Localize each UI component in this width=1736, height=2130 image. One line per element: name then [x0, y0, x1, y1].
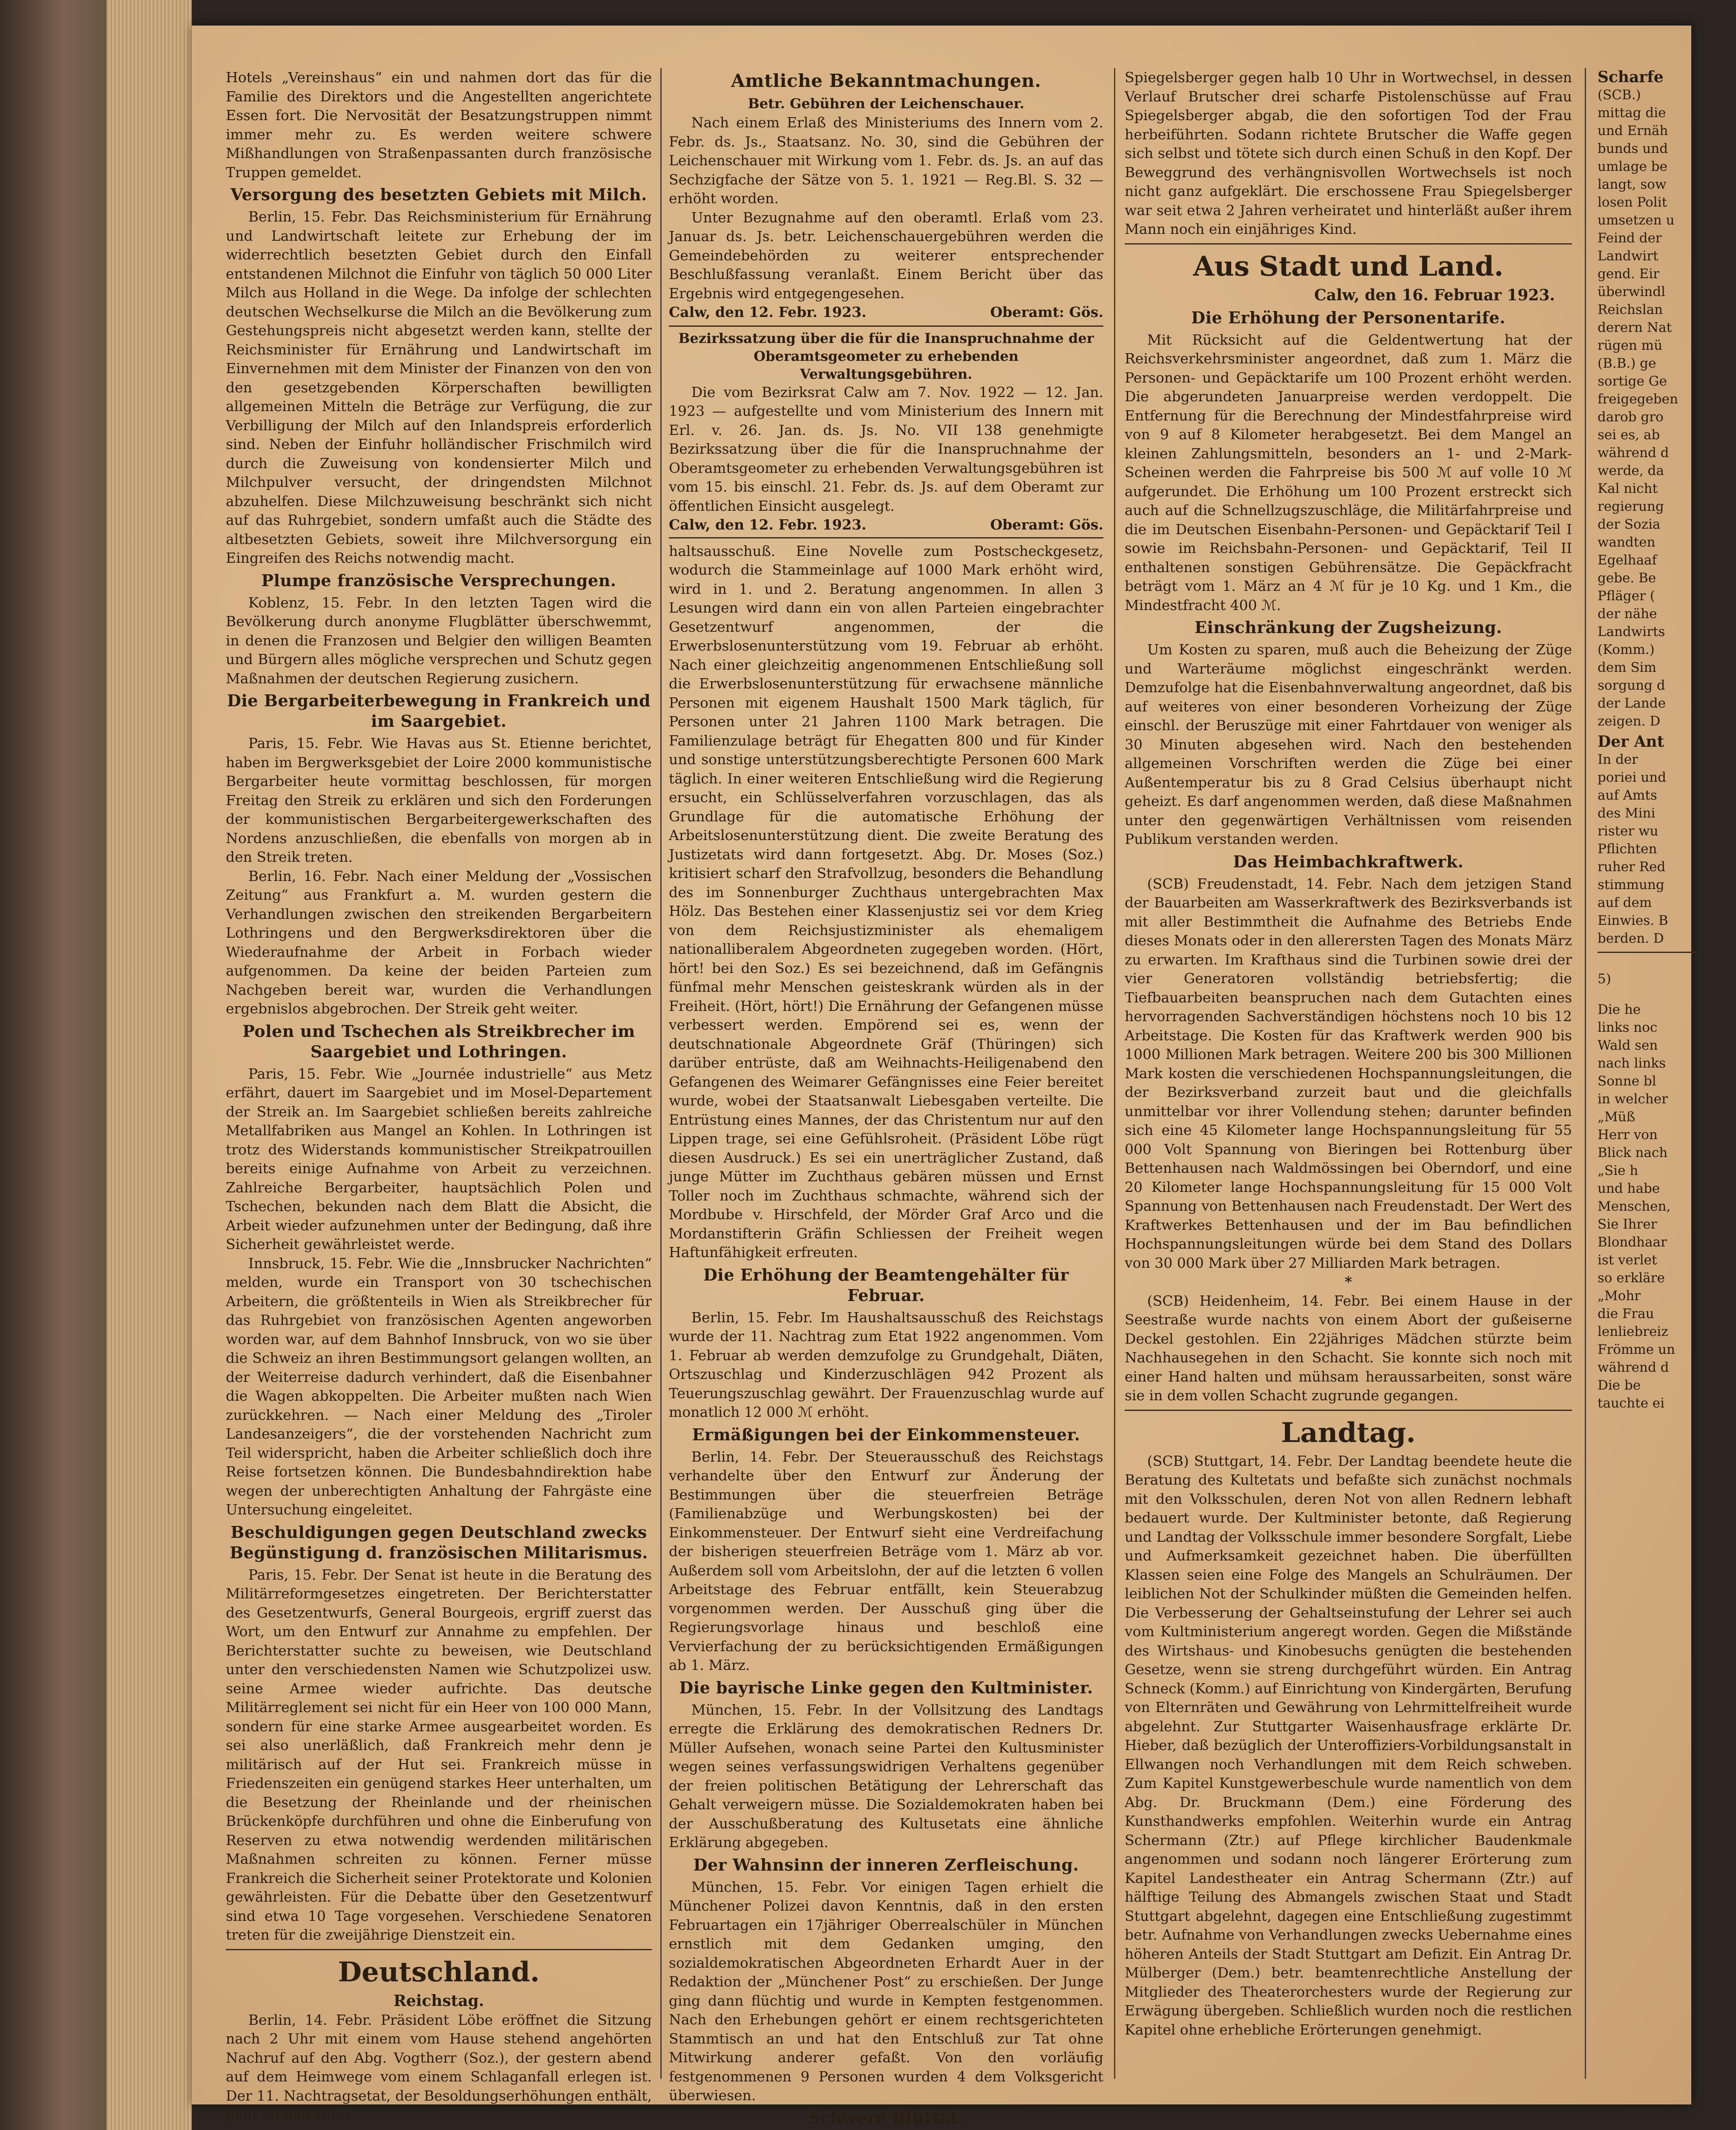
text-line: sei es, ab — [1598, 427, 1660, 443]
article-text: Um Kosten zu sparen, muß auch die Beheizung der Züge und Warteräume möglichst eingeschränkt werden. Demzufolge hat die Eisenbahnverwaltung angeordnet, daß bis auf weiteres von einer besonderen Vorheizung der Züge einschl. der Beruszüge mit einer Fahrtdauer von weniger als 30 Minuten abgesehen wird. Nach den bestehenden allgemeinen Vorschriften werden die Züge bei einer Außentemperatur bis zu 8 Grad Celsius überhaupt nicht geheizt. Es darf angenommen werden, daß diese Maßnahmen unter den gegenwärtigen Verhältnissen vom reisenden Publikum verstanden werden. — [1125, 641, 1572, 847]
text-line: lenliebreiz — [1598, 1324, 1668, 1339]
text-line: die Frau — [1598, 1306, 1654, 1321]
article-text: Koblenz, 15. Febr. In den letzten Tagen wird die Bevölkerung durch anonyme Flugblätter überschwemmt, in denen die Franzosen und Belgier den willigen Beamten und Bürgern alles mögliche versprechen und Schutz gegen Maßnahmen der deutschen Regierung zusichern. — [226, 594, 652, 687]
line-group — [1598, 751, 1696, 947]
section-title: Deutschland. — [338, 1956, 540, 1988]
text-line: in welcher — [1598, 1091, 1668, 1107]
notice-text: Die vom Bezirksrat Calw am 7. Nov. 1922 — 12. Jan. 1923 — aufgestellte und vom Ministerium des Innern mit Erl. v. 26. Jan. ds. Js. No. VII 138 genehmigte Bezirkssatzung über die für die Inanspruchnahme der Oberamtsgeometer zu erhebenden Verwaltungsgebühren ist vom 15. bis einschl. 21. Febr. ds. Js. auf dem Oberamt zur öffentlichen Einsicht ausgelegt. — [669, 383, 1103, 514]
text-line: rügen mü — [1598, 338, 1663, 353]
text-line: Frömme un — [1598, 1342, 1675, 1357]
text-line: Herr von — [1598, 1127, 1658, 1143]
text-line: auf Amts — [1598, 788, 1657, 803]
section-title: Landtag. — [1281, 1416, 1416, 1449]
column-4-partial — [1598, 68, 1696, 2104]
text-line: derern Nat — [1598, 320, 1672, 335]
text-line: gebe. Be — [1598, 570, 1656, 586]
article-text: (SCB) Freudenstadt, 14. Febr. Nach dem jetzigen Stand der Bauarbeiten am Wasserkraftwerk des Bezirksverbands ist mit aller Bestimmtheit die Aufnahme des Betriebs Ende dieses Monats oder in den allerersten Tagen des Monats März zu erwarten. Im Krafthaus sind die Turbinen sowie drei der vier Generatoren vollständig betriebsfertig; die Tiefbauarbeiten beanspruchen nach dem Gutachten eines hervorragenden Sachverständigen höchstens noch 10 bis 12 Arbeitstage. Die Kosten für das Kraftwerk werden 900 bis 1000 Millionen Mark betragen. Weitere 200 bis 300 Millionen Mark kosten die verschiedenen Hochspannungsleitungen, die der Bezirksverband zurzeit baut und die gleichfalls unmittelbar vor ihrer Vollendung stehen; darunter befinden sich eine 45 Kilometer lange Hochspannungsleitung für 55 000 Volt Spannung von Bieringen bei Rottenburg über Bettenhausen nach Waldmössingen bei Oberndorf, und eine 20 Kilometer lange Hochspannungsleitung für 15 000 Volt Spannung von Bettenhausen nach Freudenstadt. Der Wert des Kraftwerkes Bettenhausen und der im Bau befindlichen Hochspannungsleitungen würde bei dem Stand des Dollars von 30 000 Mark über 27 Milliarden Mark betragen. — [1125, 875, 1572, 1271]
article-headline: Scharfe — [1598, 68, 1664, 86]
notice-box — [669, 325, 1103, 538]
article-headline: Die Erhöhung der Beamtengehälter für Februar. — [703, 1265, 1069, 1305]
text-line: Feind der — [1598, 230, 1662, 246]
text-line: berden. D — [1598, 931, 1664, 946]
article-text: München, 15. Febr. Vor einigen Tagen erhielt die Münchener Polizei davon Kenntnis, daß in den ersten Februartagen ein 17jähriger Oberrealschüler in München ernstlich mit dem Gedanken umging, den sozialdemokratischen Abgeordneten Erhardt Auer in der Redaktion der „Münchener Post“ zu erschießen. Der Junge ging dann flüchtig und wurde in Kempten festgenommen. Nach den Erhebungen gehört er einem rechtsgerichteten Stammtisch an und hat den Entschluß zur Tat ohne Mitwirkung anderer gefaßt. Von den vorläufig festgenommenen 9 Personen wurden 4 dem Volksgericht überwiesen. — [669, 1878, 1103, 2104]
text-line: sortige Ge — [1598, 374, 1667, 389]
text-line: „Müß — [1598, 1109, 1635, 1125]
column-3 — [1125, 68, 1572, 2104]
text-line: Sonne bl — [1598, 1074, 1656, 1089]
text-line: so erkläre — [1598, 1270, 1665, 1286]
section-title: Amtliche Bekanntmachungen. — [731, 70, 1041, 91]
text-line: losen Polit — [1598, 195, 1667, 210]
line-group — [1598, 1001, 1696, 1412]
text-line: umsetzen u — [1598, 213, 1675, 228]
line-group — [1598, 86, 1696, 730]
text-line: ruher Red — [1598, 859, 1666, 875]
notice-subtitle: Betr. Gebühren der Leichenschauer. — [748, 95, 1025, 112]
notice-text: Unter Bezugnahme auf den oberamtl. Erlaß vom 23. Januar ds. Js. betr. Leichenschauergebühren werden die Gemeindebehörden zu weiterer entsprechender Beschlußfassung veranlaßt. Einem Bericht über das Ergebnis wird entgegengesehen. — [669, 209, 1103, 302]
text-line: Landwirt — [1598, 248, 1658, 264]
text-line: „Mohr — [1598, 1288, 1641, 1304]
column-rule — [660, 68, 662, 2079]
section-subtitle: Reichstag. — [393, 1992, 484, 2010]
text-line: regierung — [1598, 499, 1664, 514]
article-text: Berlin, 15. Febr. Das Reichsministerium für Ernährung und Landwirtschaft leitete zur Erhebung der im widerrechtlich besetzten Gebiet durch den Einfall entstandenen Milchnot die Einfuhr von täglich 50 000 Liter Milch aus Holland in die Wege. Da infolge der schlechten deutschen Wechselkurse die Milch an die Bevölkerung zum Gestehungspreis nicht abgesetzt werden kann, stellte der Reichsminister für Ernährung und Landwirtschaft im Einvernehmen mit dem Minister der Finanzen von den von den gesetzgebenden Körperschaften bewilligten allgemeinen Mitteln die Beträge zur Verfügung, die zur Verbilligung der Milch auf den Inlandspreis erforderlich sind. Neben der Einfuhr holländischer Frischmilch wird durch die Zuweisung von kondensierter Milch und Milchpulver versucht, der dringendsten Milchnot abzuhelfen. Diese Milchzuweisung beschränkt sich nicht auf das Ruhrgebiet, sondern umfaßt auch die Städte des altbesetzten Gebiets, soweit ihre Milchversorgung ein Eingreifen des Reichs notwendig macht. — [226, 208, 652, 566]
text-line: (B.B.) ge — [1598, 356, 1656, 371]
article-text: haltsausschuß. Eine Novelle zum Postscheckgesetz, wodurch die Stammeinlage auf 1000 Mark erhöht wird, wird in 1. und 2. Beratung angenommen. In allen 3 Lesungen wird dann ein von allen Parteien eingebrachter Gesetzentwurf angenommen, der die Erwerbslosenunterstützung vom 19. Februar ab erhöht. Nach einer gleichzeitig angenommenen Entschließung soll die Erwerbslosenunterstützung für erwachsene männliche Personen mit eigenem Haushalt 1500 Mark täglich, für Personen unter 21 Jahren 1100 Mark betragen. Die Familienzulage beträgt für Ehegatten 800 und für Kinder und sonstige unterstützungsberechtigte Personen 600 Mark täglich. In einer weiteren Entschließung wird die Regierung ersucht, ein Schlüsselverfahren vorzuschlagen, das als Grundlage für die automatische Erhöhung der Arbeitslosenunterstützung dient. Die zweite Beratung des Justizetats wird dann fortgesetzt. Abg. Dr. Moses (Soz.) kritisiert scharf den Strafvollzug, besonders die Behandlung des im Sonnenburger Zuchthaus untergebrachten Max Hölz. Das Bestehen einer Klassenjustiz sei vor dem Krieg von dem Reichsjustizminister als ehemaligem nationalliberalem Abgeordneten zugegeben worden. (Hört, hört! bei den Soz.) Es sei bezeichnend, daß im Gefängnis fünfmal mehr Menschen geisteskrank würden als in der Freiheit. (Hört, hört!) Die Ernährung der Gefangenen müsse verbessert werden. Empörend sei es, wenn der deutschnationale Abgeordnete Gräf (Thüringen) sich darüber entrüste, daß am Weihnachts-Heiligenabend den Gefangenen des Weimarer Gefängnisses eine Feier bereitet wurde, wobei der Staatsanwalt Liebesgaben verteilte. Die Entrüstung eines Mannes, der das Christentum nur auf den Lippen trage, sei eine Gefühlsroheit. (Präsident Löbe rügt diesen Ausdruck.) Es sei ein unerträglicher Zustand, daß junge Mütter im Zuchthaus gebären müssen und Ernst Toller noch im Zuchthaus schmachte, während sich der Mordbube v. Hirschfeld, der Mörder Graf Arco und die Mordanstifterin Gräfin Schliessen der Freiheit wegen Haftunfähigkeit erfreuten. — [669, 542, 1103, 1261]
article-headline: Die Erhöhung der Personentarife. — [1191, 308, 1506, 327]
text-line: langt, sow — [1598, 177, 1667, 192]
text-line: der Lande — [1598, 696, 1666, 711]
text-line: tauchte ei — [1598, 1396, 1665, 1411]
text-line: rister wu — [1598, 823, 1658, 839]
text-line: nach links — [1598, 1056, 1666, 1071]
text-line: Menschen, — [1598, 1199, 1671, 1214]
article-text: Hotels „Vereinshaus“ ein und nahmen dort das für die Familie des Direktors und die Angestellten angerichtete Essen fort. Die Nervosität der Besatzungstruppen nimmt immer mehr zu. Es werden weitere schwere Mißhandlungen von Straßenpassanten durch französische Truppen gemeldet. — [226, 69, 652, 181]
article-text: Paris, 15. Febr. Wie „Journée industrielle“ aus Metz erfährt, dauert im Saargebiet und im Mosel-Departement der Streik an. Im Saargebiet schließen bereits zahlreiche Metallfabriken aus Mangel an Kohlen. In Lothringen ist trotz des Widerstands kommunistischer Streikpatrouillen bereits einige Aufnahme von Arbeit zu verzeichnen. Zahlreiche Bergarbeiter, hauptsächlich Polen und Tschechen, bekunden nach dem Blatt die Absicht, die Arbeit wieder aufzunehmen unter der Bedingung, daß ihre Sicherheit gewährleistet werde. — [226, 1065, 652, 1252]
text-line: stimmung — [1598, 877, 1664, 892]
text-line: darob gro — [1598, 409, 1664, 425]
notice-text: Nach einem Erlaß des Ministeriums des Innern vom 2. Febr. ds. Js., Staatsanz. No. 30, sind die Gebühren der Leichenschauer mit Wirkung vom 1. Febr. ds. Js. an auf das Sechzigfache der Sätze von 5. 1. 1921 — Reg.Bl. S. 32 — erhöht worden. — [669, 114, 1103, 207]
article-text: Paris, 15. Febr. Wie Havas aus St. Etienne berichtet, haben im Bergwerksgebiet der Loire 2000 kommunistische Bergarbeiter heute vormittag beschlossen, für morgen Freitag den Streik zu erklären und sich den Forderungen der kommunistischen Bergarbeitergewerkschaften des Nordens anzuschließen, die ebenfalls von morgen ab in den Streik treten. — [226, 735, 652, 865]
text-line: (Komm.) — [1598, 642, 1655, 657]
text-line: links noc — [1598, 1020, 1658, 1035]
article-text: Spiegelsberger gegen halb 10 Uhr in Wortwechsel, in dessen Verlauf Brutscher drei scharfe Pistolenschüsse auf Frau Spiegelsberger abgab, die den sofortigen Tod der Frau herbeiführten. Sodann richtete Brutscher die Waffe gegen sich selbst und tötete sich durch einen Schuß in den Kopf. Der Beweggrund des verhängnisvollen Wortwechsels ist noch nicht ganz aufgeklärt. Die erschossene Frau Spiegelsberger war seit etwa 2 Jahren verheiratet und hinterläßt außer ihrem Mann noch ein einjähriges Kind. — [1125, 69, 1572, 237]
text-line: In der — [1598, 752, 1638, 767]
article-headline: Die bayrische Linke gegen den Kultminister. — [679, 1678, 1093, 1697]
text-line: Blondhaar — [1598, 1235, 1667, 1250]
text-line: (SCB.) — [1598, 87, 1641, 103]
text-line: Pfläger ( — [1598, 588, 1655, 604]
article-text: Berlin, 16. Febr. Nach einer Meldung der „Vossischen Zeitung“ aus Frankfurt a. M. wurden gestern die Verhandlungen zwischen den streikenden Bergarbeitern Lothringens und den Bergwerksdirektoren über die Wiederaufnahme der Arbeit in Forbach wieder aufgenommen. Da keine der beiden Parteien zum Nachgeben bereit war, wurden die Verhandlungen ergebnislos abgebrochen. Der Streik geht weiter. — [226, 867, 652, 1017]
article-headline: Das Heimbachkraftwerk. — [1233, 852, 1464, 871]
notice-subtitle: Bezirkssatzung über die für die Inanspruchnahme der Oberamtsgeometer zu erhebenden Verwaltungsgebühren. — [678, 330, 1094, 382]
text-line: mittag die — [1598, 105, 1666, 121]
column-2 — [669, 68, 1103, 2127]
text-line: Sie Ihrer — [1598, 1217, 1657, 1232]
text-line: Einwies. B — [1598, 913, 1668, 928]
text-line: Die he — [1598, 1002, 1641, 1017]
column-rule — [1114, 68, 1115, 2079]
text-line: Blick nach — [1598, 1145, 1668, 1160]
article-text: Innsbruck, 15. Febr. Wie die „Innsbrucker Nachrichten“ melden, wurde ein Transport von 30 tschechischen Arbeitern, die größtenteils in Wien als Streikbrecher für das Ruhrgebiet von französischen Agenten angeworben worden war, auf dem Bahnhof Innsbruck, von wo sie über die Schweiz an ihren Bestimmungsort gelangen wollten, an der Weiterreise dadurch verhindert, daß die Eisenbahner die Wagen abkoppelten. Die Arbeiter mußten nach Wien zurückkehren. — Nach einer Meldung des „Tiroler Landesanzeigers“, die der vorstehenden Nachricht zum Teil widerspricht, haben die Arbeiter schließlich doch ihre Reise fortsetzen können. Die Bundesbahndirektion habe wegen der unberechtigten Anhaltung der Fahrgäste eine Untersuchung eingeleitet. — [226, 1255, 652, 1518]
text-line: Die be — [1598, 1378, 1641, 1393]
text-line: überwindl — [1598, 284, 1666, 299]
text-line: ist verlet — [1598, 1252, 1657, 1268]
text-line: des Mini — [1598, 806, 1655, 821]
article-headline: Versorgung des besetzten Gebiets mit Milch. — [230, 185, 647, 204]
text-line: dem Sim — [1598, 660, 1656, 675]
text-line: wandten — [1598, 535, 1655, 550]
article-headline: Schwere Bluttat. — [808, 2108, 964, 2127]
text-line: „Sie h — [1598, 1163, 1638, 1178]
section-divider — [226, 1949, 652, 1950]
article-text: Berlin, 14. Febr. Der Steuerausschuß des Reichstags verhandelte über den Entwurf zur Änderung der Bestimmungen über die steuerfreien Beträge (Familienabzüge und Werbungskosten) bei der Einkommensteuer. Der Entwurf sieht eine Verdreifachung der bisherigen steuerfreien Beträge vom 1. März ab vor. Außerdem soll vom Arbeitslohn, der auf die letzten 6 vollen Arbeitstage des Februar entfällt, kein Steuerabzug vorgenommen werden. Der Ausschuß ging über die Regierungsvorlage hinaus und beschloß eine Vervierfachung der zu berücksichtigenden Ermäßigungen ab 1. März. — [669, 1448, 1103, 1673]
text-line: der Sozia — [1598, 517, 1661, 532]
text-line: Pflichten — [1598, 841, 1657, 857]
notice-signature — [669, 303, 1103, 322]
text-line: auf dem — [1598, 895, 1652, 910]
section-divider — [1598, 952, 1696, 953]
text-line: während d — [1598, 445, 1669, 461]
text-line: gend. Eir — [1598, 266, 1660, 282]
text-line: und Ernäh — [1598, 123, 1668, 138]
article-text: (SCB) Heidenheim, 14. Febr. Bei einem Hause in der Seestraße wurde nachts von einem Abort der gußeiserne Deckel gestohlen. Ein 22jähriges Mädchen stürzte beim Nachhausegehen in den Schacht. Sie konnte sich noch mit einer Hand halten und mühsam heraussarbeiten, sonst wäre sie in dem vollen Schacht zugrunde gegangen. — [1125, 1292, 1572, 1404]
article-text: Paris, 15. Febr. Der Senat ist heute in die Beratung des Militärreformgesetzes eingetreten. Der Berichterstatter des Gesetzentwurfs, General Bourgeois, ergriff zuerst das Wort, um den Entwurf zur Annahme zu empfehlen. Der Berichterstatter suchte zu beweisen, wie Deutschland unter den verschiedensten Namen wie Schutzpolizei usw. seine Armee wieder aufrichte. Das deutsche Militärreglement sei nicht für ein Heer von 100 000 Mann, sondern für eine starke Armee ausgearbeitet worden. Es sei also unerläßlich, daß Frankreich mehr denn je militärisch auf der Hut sei. Frankreich müsse in Friedenszeiten ein genügend starkes Heer unterhalten, um die Besetzung der Rheinlande und der rheinischen Brückenköpfe durchführen und ohne die Einberufung von Reserven zu etwa notwendig werdenden militärischen Maßnahmen schreiten zu können. Ferner müsse Frankreich die Sicherheit seiner Protektorate und Kolonien gewährleisten. Für die Debatte über den Gesetzentwurf sind etwa 10 Tage vorgesehen. Verschiedene Senatoren treten für die zweijährige Dienstzeit ein. — [226, 1566, 652, 1943]
signature-office: Oberamt: Gös. — [990, 304, 1103, 320]
text-line: und habe — [1598, 1181, 1660, 1196]
article-text: (SCB) Stuttgart, 14. Febr. Der Landtag beendete heute die Beratung des Kultetats und befaßte sich zunächst nochmals mit den Volksschulen, deren Not von allen Rednern lebhaft bedauert wurde. Der Kultminister betonte, daß Regierung und Landtag der Volksschule immer besondere Sorgfalt, Liebe und Aufmerksamkeit gezeichnet haben. Die überfüllten Klassen seien eine Folge des Mangels an Schulräumen. Der leiblichen Not der Schulkinder müßten die Gemeinden helfen. Die Verbesserung der Gehaltseinstufung der Lehrer sei auch vom Kultministerium angeregt worden. Gegen die Mißstände des Wirtshaus- und Kinobesuchs genügten die bestehenden Gesetze, wenn sie streng durchgeführt würden. Ein Antrag Schneck (Komm.) auf Einrichtung von Kindergärten, Berufung von Elternräten und Gewährung von Lehrmittelfreiheit wurde abgelehnt. Zur Stuttgarter Waisenhausfrage erklärte Dr. Hieber, daß bezüglich der Unteroffiziers-Vorbildungsanstalt in Ellwangen noch Verhandlungen mit dem Reich schweben. Zum Kapitel Kunstgewerbeschule wurde namentlich von dem Abg. Dr. Bruckmann (Dem.) eine Förderung des Kunsthandwerks empfohlen. Weiterhin wurde ein Antrag Schermann (Ztr.) auf Pflege kirchlicher Baudenkmale angenommen und sodann noch längerer Erörterung zum Kapitel Landestheater ein Antrag Schermann (Ztr.) auf hälftige Teilung des Abmangels zwischen Staat und Stadt Stuttgart abgelehnt, dagegen eine Entschließung zugestimmt betr. Aufnahme von Verhandlungen zwecks Uebernahme eines höheren Anteils der Stadt Stuttgart am Defizit. Ein Antrag Dr. Mülberger (Dem.) betr. beamtenrechtliche Anstellung der Mitglieder des Theaterorchesters wurde der Regierung zur Erwägung übergeben. Schließlich wurden noch die restlichen Kapitel ohne erhebliche Erörterungen genehmigt. — [1125, 1452, 1572, 2038]
signature-place: Calw, den 12. Febr. 1923. — [669, 516, 867, 533]
newspaper-page — [192, 26, 1691, 2127]
article-headline: Polen und Tschechen als Streikbrecher im Saargebiet und Lothringen. — [242, 1021, 635, 1061]
article-headline: Einschränkung der Zugsheizung. — [1194, 618, 1503, 637]
chapter-number: 5) — [1598, 971, 1611, 987]
article-headline: Die Bergarbeiterbewegung in Frankreich und im Saargebiet. — [227, 691, 651, 731]
text-line: sorgung d — [1598, 678, 1665, 693]
notice-signature — [669, 515, 1103, 535]
article-text: Berlin, 15. Febr. Im Haushaltsausschuß des Reichstags wurde der 11. Nachtrag zum Etat 1922 angenommen. Vom 1. Februar ab werden demzufolge zu Grundgehalt, Diäten, Ortszuschlag und Kinderzuschlägen 942 Prozent als Teuerungszuschlag gewährt. Der Frauenzuschlag wurde auf monatlich 12 000 ℳ erhöht. — [669, 1309, 1103, 1420]
article-headline: Ermäßigungen bei der Einkommensteuer. — [692, 1425, 1080, 1444]
article-text: München, 15. Febr. In der Vollsitzung des Landtags erregte die Erklärung des demokratischen Redners Dr. Müller Aufsehen, wonach seine Partei den Kultusminister wegen seines verfassungswidrigen Verhaltens gegenüber der freien politischen Betätigung der Lehrerschaft das Gehalt verweigern müsse. Die Sozialdemokraten haben bei der Ausschußberatung des Kultusetats eine ähnliche Erklärung abgegeben. — [669, 1701, 1103, 1851]
article-text: Mit Rücksicht auf die Geldentwertung hat der Reichsverkehrsminister angeordnet, daß zum 1. März die Personen- und Gepäcktarife um 100 Prozent erhöht werden. Die abgerundeten Januarpreise werden verdoppelt. Die Entfernung für die Berechnung der Mindestfahrpreise wird von 9 auf 8 Kilometer herabgesetzt. Bei dem Mangel an kleinen Zahlungsmitteln, besonders an 1- und 2-Mark-Scheinen werden die Fahrpreise bis 500 ℳ auf volle 10 ℳ aufgerundet. Die Erhöhung um 100 Prozent erstreckt sich auch auf die Schnellzugszuschläge, die Militärfahrpreise und die im Deutschen Eisenbahn-Personen- und Gepäcktarif Teil I sowie im Reichsbahn-Personen- und Gepäcktarif, Teil II enthaltenen sonstigen Gebührensätze. Die Gepäckfracht beträgt vom 1. März an 4 ℳ für je 10 Kg. und 1 Km., die Mindestfracht 400 ℳ. — [1125, 331, 1572, 613]
article-headline: Beschuldigungen gegen Deutschland zwecks Begünstigung d. französischen Militarismus. — [229, 1522, 648, 1562]
text-line: Egelhaaf — [1598, 553, 1657, 568]
book-binding — [0, 0, 107, 2130]
text-line: Landwirts — [1598, 624, 1665, 639]
signature-office: Oberamt: Gös. — [990, 516, 1103, 533]
text-line: zeigen. D — [1598, 714, 1661, 729]
text-line: der nähe — [1598, 606, 1657, 622]
section-divider — [1125, 243, 1572, 245]
section-title: Aus Stadt und Land. — [1193, 250, 1504, 282]
column-rule — [1585, 68, 1586, 2079]
dateline: Calw, den 16. Februar 1923. — [1314, 286, 1555, 304]
text-line: werde, da — [1598, 463, 1664, 478]
signature-place: Calw, den 12. Febr. 1923. — [669, 304, 867, 320]
text-line: Reichslan — [1598, 302, 1663, 317]
column-1 — [226, 68, 652, 2123]
text-line: Kal nicht — [1598, 481, 1658, 496]
text-line: während d — [1598, 1360, 1669, 1375]
article-headline: Der Wahnsinn der inneren Zerfleischung. — [693, 1855, 1079, 1874]
text-line: freigegeben — [1598, 391, 1678, 407]
text-line: poriei und — [1598, 770, 1667, 785]
article-headline: Plumpe französische Versprechungen. — [261, 570, 616, 590]
text-line: umlage be — [1598, 159, 1667, 174]
text-line: Wald sen — [1598, 1038, 1658, 1053]
article-text: Berlin, 14. Febr. Präsident Löbe eröffnet die Sitzung nach 2 Uhr mit einem vom Hause stehend angehörten Nachruf auf den Abg. Vogtherr (Soz.), der gestern abend auf dem Heimwege vom einem Schlaganfall erlegen ist. Der 11. Nachtragsetat, der Besoldungserhöhungen enthält, geht an den Haus- — [226, 2011, 652, 2123]
page-edges — [107, 0, 192, 2130]
section-divider — [1125, 1410, 1572, 1411]
article-headline: Der Ant — [1598, 733, 1664, 751]
separator-asterisk: * — [1344, 1273, 1352, 1290]
text-line: bunds und — [1598, 141, 1668, 156]
